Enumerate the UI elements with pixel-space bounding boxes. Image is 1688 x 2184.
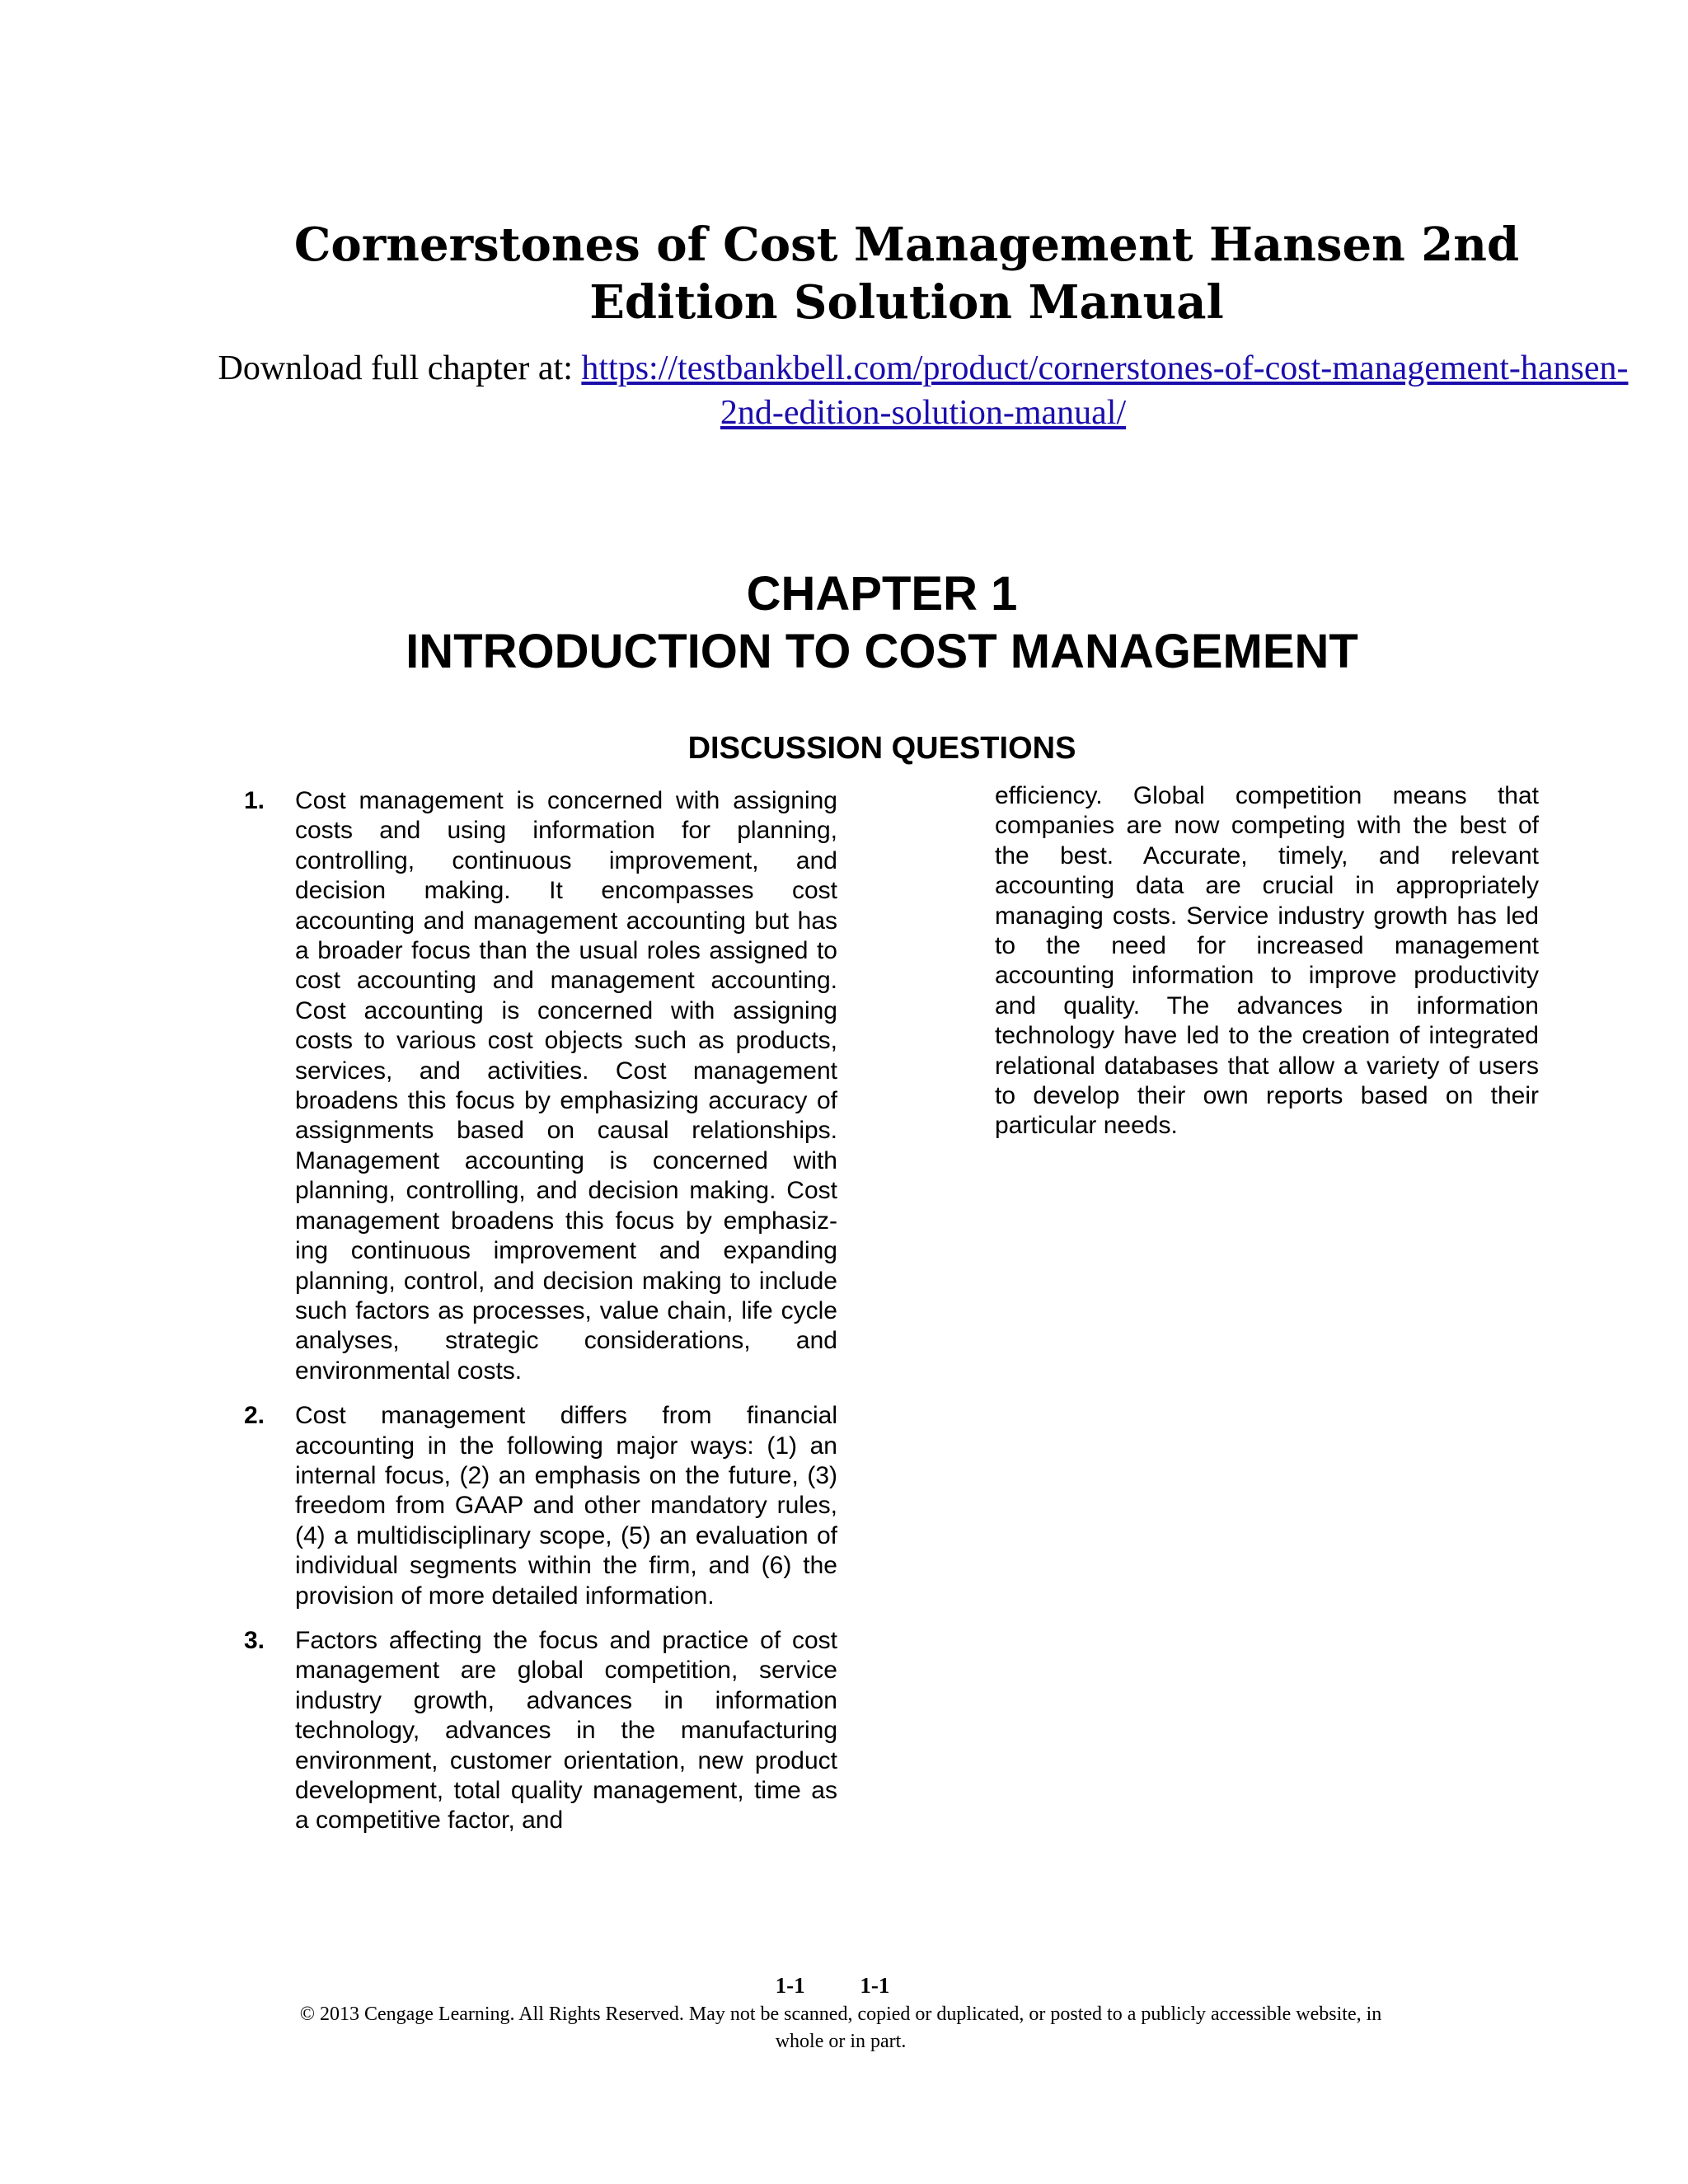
question-item	[244, 786, 837, 1386]
question-text: Cost management is concerned with assigning costs and using information for planning, controlling, continuous improvement, and decision making. It encompasses cost accounting and management accounting but has a broader focus than the usual roles assigned to cost accounting and management accounting. Cost accounting is concerned with assigning costs to various cost objects such as products, services, and activities. Cost management broadens this focus by emphasizing accuracy of assignments based on causal relationships. Management accounting is concerned with planning, controlling, and decision making. Cost management broadens this focus by emphasizing continuous improvement and expanding planning, control, and decision making to include such factors as processes, value chain, life cycle analyses, strategic considerations, and environmental costs.	[295, 787, 837, 1385]
download-label: Download full chapter at:	[218, 349, 582, 387]
question-text: Cost management differs from financial accounting in the following major ways: (1) an internal focus, (2) an emphasis on the future, (3) freedom from GAAP and other mandatory rules, (4) a multidisciplinary scope, (5) an evaluation of individual segments within the firm, and (6) the provision of more detailed information.	[295, 1402, 837, 1610]
chapter-title: INTRODUCTION TO COST MANAGEMENT	[406, 625, 1358, 678]
question-number: 2.	[244, 1402, 265, 1430]
left-column	[244, 786, 837, 1851]
section-heading: DISCUSSION QUESTIONS	[687, 731, 1076, 766]
document-title: Cornerstones of Cost Management Hansen 2nd Edition Solution Manual	[293, 218, 1520, 330]
download-line	[214, 346, 1632, 435]
page-number: 1-1 1-1	[775, 1973, 890, 1998]
question-text: Factors affecting the focus and practice of cost management are global competition, service industry growth, advances in information technology, advances in the manufacturing environment, customer orientation, new product development, total quality management, time as a competitive factor, and	[295, 1626, 837, 1835]
chapter-number: CHAPTER 1	[746, 567, 1018, 621]
question-item	[244, 1626, 837, 1836]
question-number: 3.	[244, 1626, 265, 1654]
chapter-heading	[214, 565, 1550, 681]
right-column	[995, 781, 1539, 1141]
continuation-text: efficiency. Global competition means that companies are now competing with the best of the best. Accurate, timely, and relevant accounting data are crucial in appropriately managing costs. Service industry growth has led to the need for increased management accounting information to improve productivity and quality. The advances in information technology have led to the creation of integrated relational databases that allow a variety of users to develop their own reports based on their particular needs.	[995, 782, 1539, 1140]
download-link[interactable]: https://testbankbell.com/product/cornerstones-of-cost-management-hansen-2nd-edition-solution-manual/	[581, 349, 1629, 432]
copyright-notice: © 2013 Cengage Learning. All Rights Reserved. May not be scanned, copied or duplicated, or posted to a publicly accessible website, in whole or in part.	[299, 2004, 1382, 2052]
question-item	[244, 1401, 837, 1611]
question-number: 1.	[244, 787, 265, 814]
